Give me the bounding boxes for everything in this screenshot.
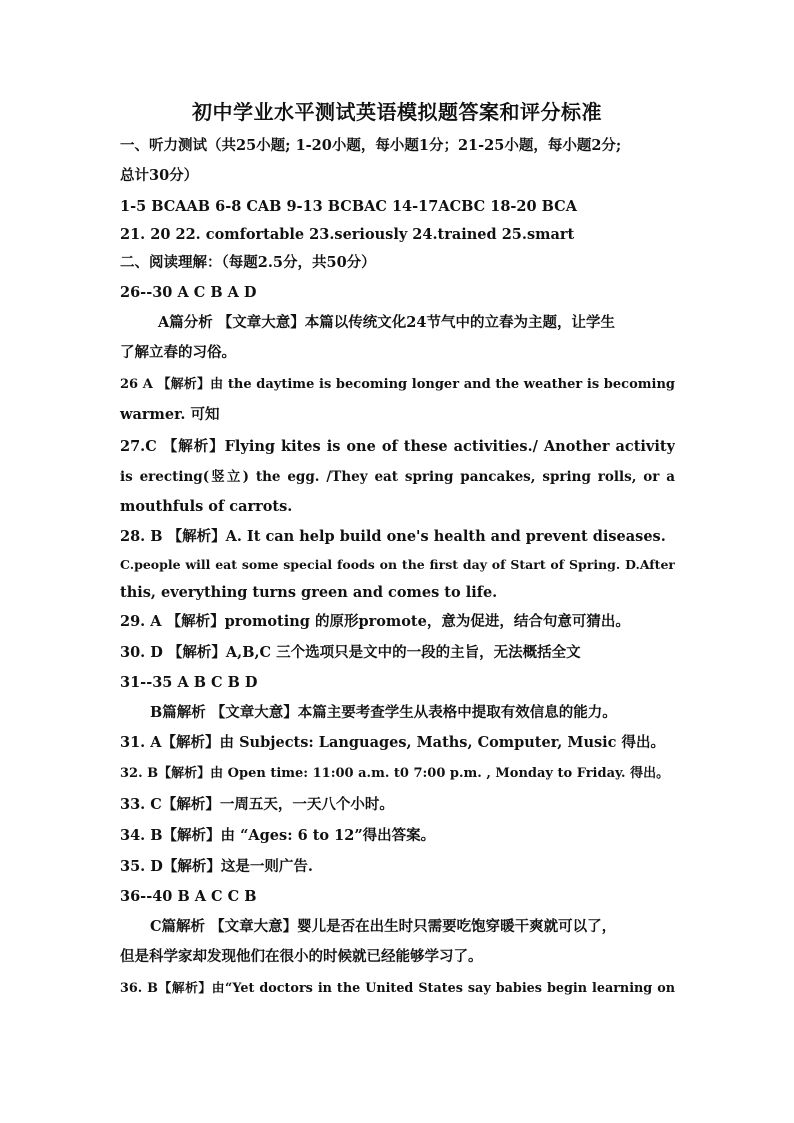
explanation-26: 26 A 【解析】由 the daytime is becoming longer and the weather is becoming xyxy=(120,377,675,392)
explanation-27-end: mouthfuls of carrots. xyxy=(120,498,293,515)
section-reading-heading: 二、阅读理解：（每题2.5分，共50分） xyxy=(120,254,376,271)
explanation-32: 32. B【解析】由 Open time: 11:00 a.m. t0 7:00 p.m. , Monday to Friday. 得出。 xyxy=(120,766,670,781)
explanation-28: 28. B 【解析】A. It can help build one's health and prevent diseases. xyxy=(120,528,666,545)
passage-a-analysis: A篇分析 【文章大意】本篇以传统文化24节气中的立春为主题，让学生 xyxy=(158,314,615,331)
explanation-35: 35. D【解析】这是一则广告. xyxy=(120,858,313,875)
explanation-30: 30. D 【解析】A,B,C 三个选项只是文中的一段的主旨，无法概括全文 xyxy=(120,644,581,661)
section-listening-heading: 一、听力测试（共25小题; 1-20小题，每小题1分；21-25小题，每小题2分; xyxy=(120,137,622,154)
passage-b-analysis: B篇解析 【文章大意】本篇主要考查学生从表格中提取有效信息的能力。 xyxy=(150,704,617,721)
explanation-27: 27.C 【解析】Flying kites is one of these activities./ Another activity xyxy=(120,438,675,455)
explanation-33: 33. C【解析】一周五天，一天八个小时。 xyxy=(120,796,394,813)
passage-a-analysis-cont: 了解立春的习俗。 xyxy=(120,344,236,361)
explanation-34: 34. B【解析】由 “Ages: 6 to 12”得出答案。 xyxy=(120,827,436,844)
section-listening-total: 总计30分） xyxy=(120,167,199,184)
explanation-26-cont: warmer. 可知 xyxy=(120,406,220,423)
answers-31-35: 31--35 A B C B D xyxy=(120,674,258,691)
answers-1-20: 1-5 BCAAB 6-8 CAB 9-13 BCBAC 14-17ACBC 18-20 BCA xyxy=(120,198,577,215)
answers-26-30: 26--30 A C B A D xyxy=(120,284,257,301)
answers-36-40: 36--40 B A C C B xyxy=(120,888,257,905)
explanation-36: 36. B【解析】由“Yet doctors in the United States say babies begin learning on xyxy=(120,981,675,996)
explanation-28-cont: C.people will eat some special foods on the first day of Start of Spring. D.After xyxy=(120,557,675,572)
passage-c-analysis-cont: 但是科学家却发现他们在很小的时候就已经能够学习了。 xyxy=(120,948,483,965)
explanation-28-end: this, everything turns green and comes to life. xyxy=(120,584,498,601)
explanation-29: 29. A 【解析】promoting 的原形promote，意为促进，结合句意可猜出。 xyxy=(120,613,630,630)
answers-21-25: 21. 20 22. comfortable 23.seriously 24.trained 25.smart xyxy=(120,226,575,243)
explanation-31: 31. A【解析】由 Subjects: Languages, Maths, Computer, Music 得出。 xyxy=(120,734,666,751)
passage-c-analysis: C篇解析 【文章大意】婴儿是否在出生时只需要吃饱穿暖干爽就可以了， xyxy=(150,918,617,935)
page-title: 初中学业水平测试英语模拟题答案和评分标准 xyxy=(192,100,602,124)
explanation-27-cont: is erecting(竖立) the egg. /They eat spring pancakes, spring rolls, or a xyxy=(120,469,675,485)
